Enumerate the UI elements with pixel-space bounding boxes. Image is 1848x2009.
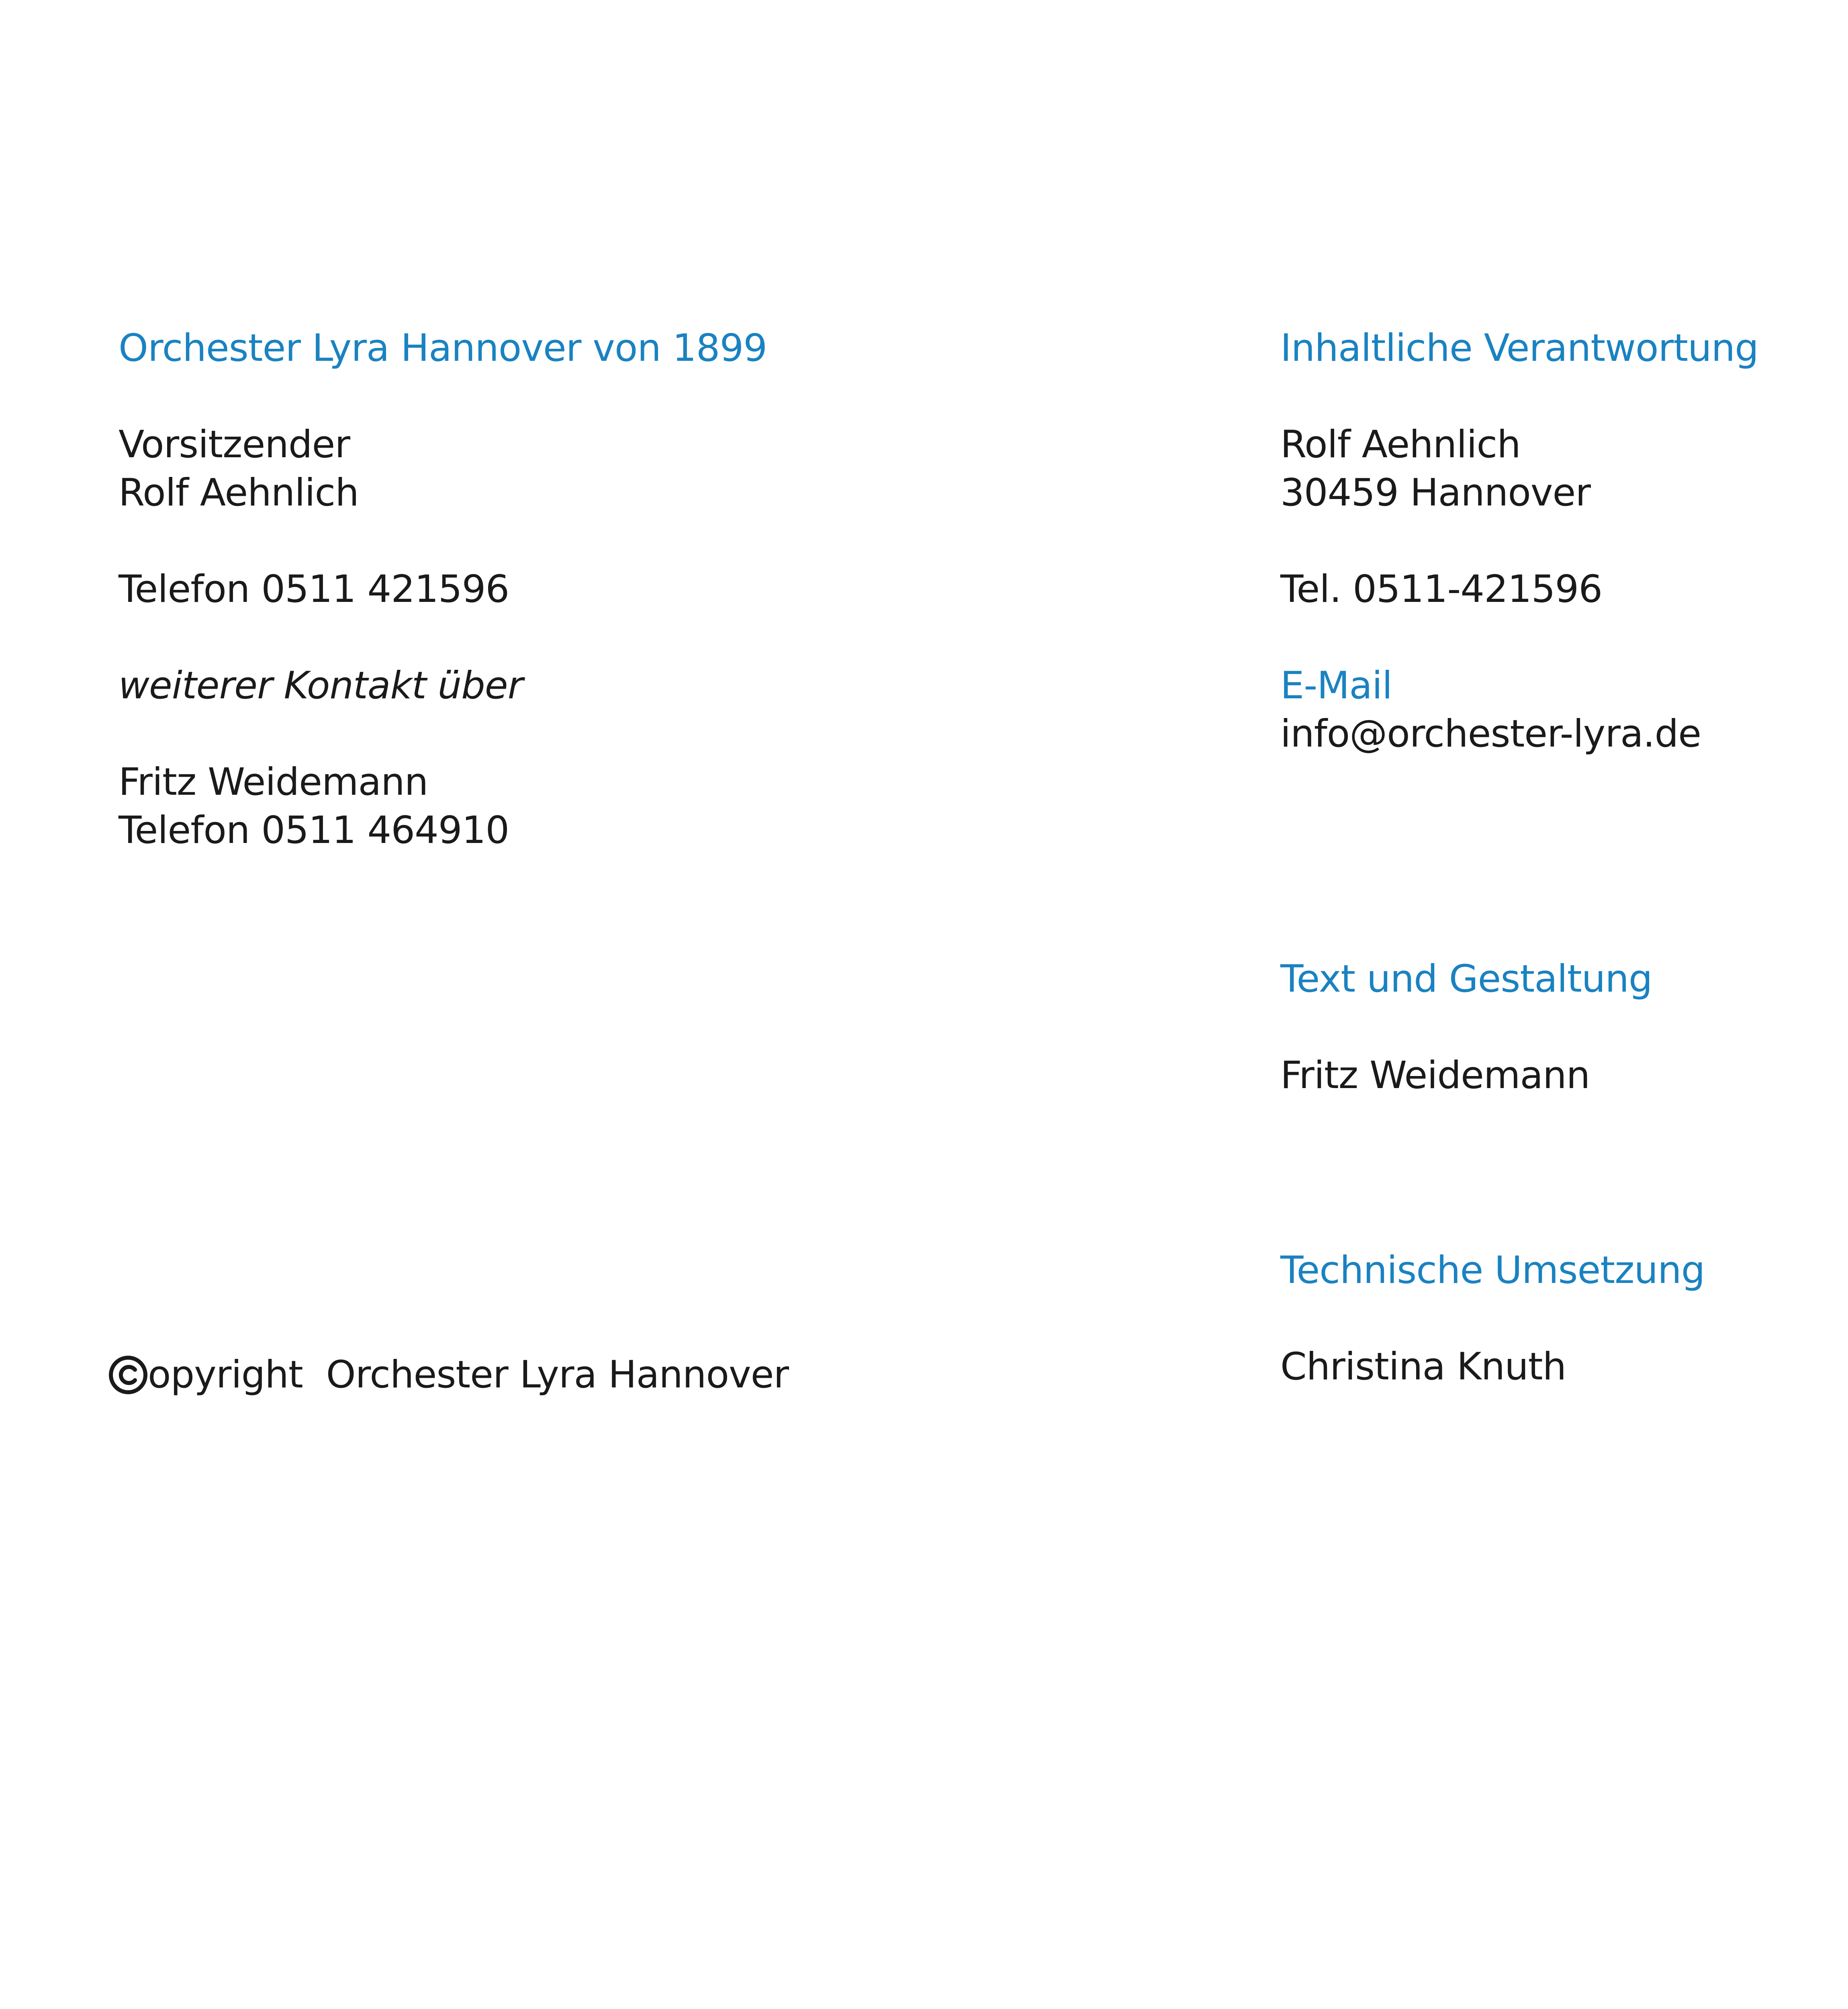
copyright-line [108,1351,789,1399]
contact-name: Fritz Weidemann [119,760,428,804]
email-link[interactable]: info@orchester-lyra.de [1280,712,1701,756]
orchestra-heading: Orchester Lyra Hannover von 1899 [119,326,767,370]
responsibility-heading: Inhaltliche Verantwortung [1280,326,1758,370]
tech-heading: Technische Umsetzung [1280,1248,1705,1292]
responsible-city: 30459 Hannover [1280,471,1590,515]
design-name: Fritz Weidemann [1280,1054,1590,1097]
copyright-owner: Orchester Lyra Hannover [326,1353,789,1397]
tech-name: Christina Knuth [1280,1345,1566,1389]
email-heading: E-Mail [1280,664,1392,708]
further-contact-label: weiterer Kontakt über [119,664,523,708]
chair-phone: Telefon 0511 421596 [119,567,509,611]
copyright-icon [108,1355,148,1395]
responsible-name: Rolf Aehnlich [1280,423,1521,466]
chair-name: Rolf Aehnlich [119,471,359,515]
contact-phone: Telefon 0511 464910 [119,808,509,852]
copyright-word: opyright [148,1353,303,1397]
chair-role: Vorsitzender [119,423,350,466]
design-heading: Text und Gestaltung [1280,957,1652,1001]
responsible-phone: Tel. 0511-421596 [1280,567,1603,611]
